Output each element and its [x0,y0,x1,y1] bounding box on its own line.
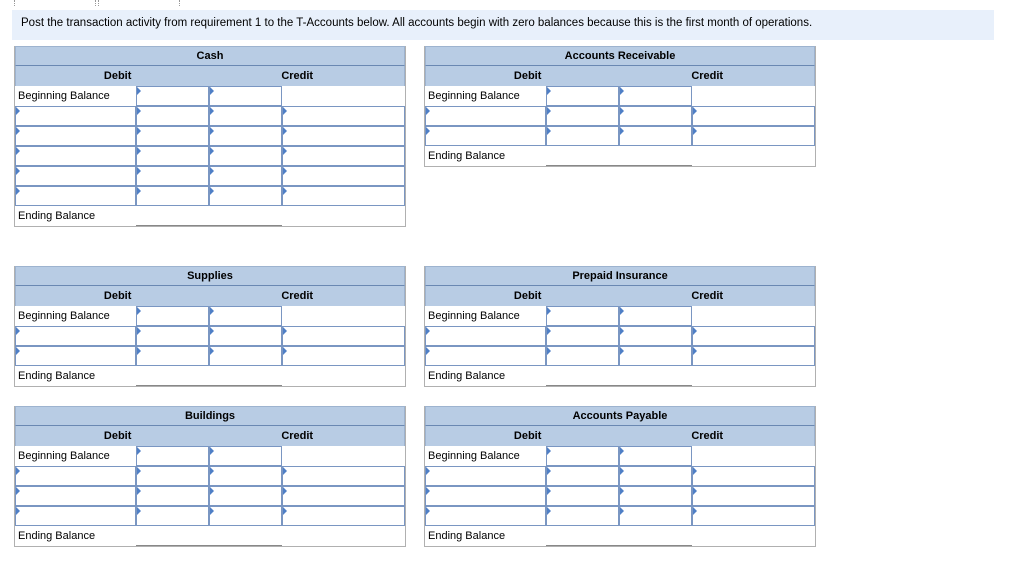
beginning-balance-row [15,446,405,466]
debit-credit-header [15,426,405,446]
ending-spacer [692,526,815,546]
beginning-balance-label: Beginning Balance [18,90,110,102]
debit-account-select[interactable] [425,346,546,366]
ending-balance-label: Ending Balance [428,530,506,542]
ending-credit-total [209,366,282,386]
beginning-debit-input[interactable] [136,306,209,326]
debit-account-select[interactable] [15,466,136,486]
debit-account-select[interactable] [15,146,136,166]
beginning-balance-label: Beginning Balance [428,90,520,102]
account-title: Cash [15,46,405,66]
debit-amount-input[interactable] [136,486,209,506]
top-tab-strip [14,0,324,6]
ending-balance-label: Ending Balance [18,210,96,222]
ending-balance-row [15,526,405,546]
credit-amount-input[interactable] [692,126,815,146]
top-tab[interactable] [98,0,180,6]
beginning-credit-input[interactable] [209,446,282,466]
ending-debit-total [136,526,209,546]
debit-amount-input[interactable] [546,506,619,526]
ending-balance-row [425,526,815,546]
beginning-spacer [282,86,405,106]
credit-amount-input[interactable] [692,506,815,526]
beginning-debit-input[interactable] [546,86,619,106]
credit-account-select[interactable] [619,126,692,146]
ending-balance-label: Ending Balance [18,370,96,382]
entry-row [15,326,405,346]
ending-credit-total [619,366,692,386]
debit-amount-input[interactable] [546,346,619,366]
beginning-spacer [692,306,815,326]
entry-row [15,506,405,526]
t-account-buildings [14,406,406,547]
credit-account-select[interactable] [209,466,282,486]
entry-row [425,346,815,366]
credit-account-select[interactable] [209,506,282,526]
debit-credit-header [15,66,405,86]
beginning-spacer [282,306,405,326]
beginning-balance-label: Beginning Balance [18,310,110,322]
credit-amount-input[interactable] [282,346,405,366]
ending-balance-label: Ending Balance [428,370,506,382]
credit-amount-input[interactable] [282,186,405,206]
debit-credit-header [425,66,815,86]
debit-account-select[interactable] [425,326,546,346]
credit-amount-input[interactable] [692,466,815,486]
debit-account-select[interactable] [425,106,546,126]
entry-row [15,126,405,146]
credit-account-select[interactable] [619,506,692,526]
credit-account-select[interactable] [619,346,692,366]
beginning-balance-label: Beginning Balance [428,310,520,322]
credit-account-select[interactable] [209,126,282,146]
credit-account-select[interactable] [209,326,282,346]
ending-balance-row [15,206,405,226]
entry-row [15,186,405,206]
debit-amount-input[interactable] [136,126,209,146]
beginning-balance-label: Beginning Balance [18,450,110,462]
credit-header: Credit [281,430,314,442]
debit-credit-header [425,286,815,306]
credit-amount-input[interactable] [282,106,405,126]
credit-account-select[interactable] [209,146,282,166]
ending-balance-label: Ending Balance [428,150,506,162]
debit-amount-input[interactable] [546,326,619,346]
beginning-balance-row [425,306,815,326]
ending-debit-total [546,146,619,166]
credit-amount-input[interactable] [692,346,815,366]
beginning-credit-input[interactable] [209,306,282,326]
ending-spacer [692,146,815,166]
debit-amount-input[interactable] [136,186,209,206]
debit-account-select[interactable] [15,106,136,126]
ending-credit-total [209,206,282,226]
credit-amount-input[interactable] [282,326,405,346]
debit-credit-header [425,426,815,446]
account-title: Buildings [15,406,405,426]
debit-account-select[interactable] [425,466,546,486]
debit-amount-input[interactable] [136,466,209,486]
credit-amount-input[interactable] [282,166,405,186]
debit-amount-input[interactable] [136,346,209,366]
credit-amount-input[interactable] [282,506,405,526]
credit-account-select[interactable] [209,106,282,126]
beginning-spacer [692,446,815,466]
debit-amount-input[interactable] [546,486,619,506]
ending-balance-row [15,366,405,386]
credit-header: Credit [691,290,724,302]
account-title: Prepaid Insurance [425,266,815,286]
debit-account-select[interactable] [15,326,136,346]
credit-amount-input[interactable] [282,486,405,506]
debit-header: Debit [513,70,542,82]
credit-amount-input[interactable] [282,466,405,486]
t-account-cash [14,46,406,227]
credit-account-select[interactable] [209,346,282,366]
debit-header: Debit [513,430,542,442]
debit-header: Debit [103,70,132,82]
top-tab[interactable] [14,0,96,6]
beginning-credit-input[interactable] [619,306,692,326]
entry-row [425,106,815,126]
beginning-balance-row [425,86,815,106]
ending-debit-total [546,526,619,546]
credit-account-select[interactable] [209,186,282,206]
debit-amount-input[interactable] [136,326,209,346]
credit-account-select[interactable] [209,486,282,506]
debit-account-select[interactable] [15,486,136,506]
entry-row [15,106,405,126]
debit-header: Debit [513,290,542,302]
debit-amount-input[interactable] [136,166,209,186]
debit-account-select[interactable] [15,346,136,366]
ending-balance-label: Ending Balance [18,530,96,542]
entry-row [15,346,405,366]
account-title: Accounts Payable [425,406,815,426]
credit-account-select[interactable] [619,486,692,506]
credit-header: Credit [281,70,314,82]
entry-row [425,466,815,486]
beginning-debit-input[interactable] [546,306,619,326]
credit-account-select[interactable] [209,166,282,186]
entry-row [15,466,405,486]
beginning-debit-input[interactable] [546,446,619,466]
credit-amount-input[interactable] [282,146,405,166]
ending-debit-total [136,366,209,386]
ending-credit-total [619,146,692,166]
beginning-credit-input[interactable] [619,446,692,466]
entry-row [425,506,815,526]
debit-account-select[interactable] [425,486,546,506]
ending-debit-total [546,366,619,386]
beginning-spacer [692,86,815,106]
debit-amount-input[interactable] [546,126,619,146]
beginning-balance-row [425,446,815,466]
credit-amount-input[interactable] [692,106,815,126]
entry-row [15,146,405,166]
credit-account-select[interactable] [619,106,692,126]
ending-spacer [692,366,815,386]
debit-account-select[interactable] [425,126,546,146]
beginning-spacer [282,446,405,466]
credit-header: Credit [691,70,724,82]
ending-debit-total [136,206,209,226]
ending-spacer [282,206,405,226]
beginning-debit-input[interactable] [136,446,209,466]
beginning-credit-input[interactable] [209,86,282,106]
ending-spacer [282,366,405,386]
ending-balance-row [425,146,815,166]
t-account-supplies [14,266,406,387]
debit-amount-input[interactable] [136,146,209,166]
beginning-balance-label: Beginning Balance [428,450,520,462]
debit-amount-input[interactable] [546,106,619,126]
account-title: Accounts Receivable [425,46,815,66]
t-account-prepaid-insurance [424,266,816,387]
credit-amount-input[interactable] [692,486,815,506]
debit-header: Debit [103,430,132,442]
ending-spacer [282,526,405,546]
credit-amount-input[interactable] [282,126,405,146]
instructions-text: Post the transaction activity from requirement 1 to the T-Accounts below. All accounts begin with zero balances because this is the first month of operations. [12,10,994,40]
entry-row [425,326,815,346]
beginning-balance-row [15,86,405,106]
entry-row [15,166,405,186]
beginning-credit-input[interactable] [619,86,692,106]
ending-credit-total [619,526,692,546]
ending-balance-row [425,366,815,386]
debit-header: Debit [103,290,132,302]
t-account-accounts-receivable [424,46,816,167]
debit-account-select[interactable] [15,186,136,206]
credit-header: Credit [281,290,314,302]
entry-row [425,126,815,146]
credit-amount-input[interactable] [692,326,815,346]
debit-account-select[interactable] [425,506,546,526]
debit-amount-input[interactable] [136,506,209,526]
beginning-balance-row [15,306,405,326]
credit-account-select[interactable] [619,466,692,486]
debit-amount-input[interactable] [136,106,209,126]
credit-header: Credit [691,430,724,442]
debit-credit-header [15,286,405,306]
t-account-accounts-payable [424,406,816,547]
entry-row [15,486,405,506]
ending-credit-total [209,526,282,546]
credit-account-select[interactable] [619,326,692,346]
account-title: Supplies [15,266,405,286]
debit-account-select[interactable] [15,126,136,146]
debit-account-select[interactable] [15,506,136,526]
debit-amount-input[interactable] [546,466,619,486]
beginning-debit-input[interactable] [136,86,209,106]
entry-row [425,486,815,506]
debit-account-select[interactable] [15,166,136,186]
